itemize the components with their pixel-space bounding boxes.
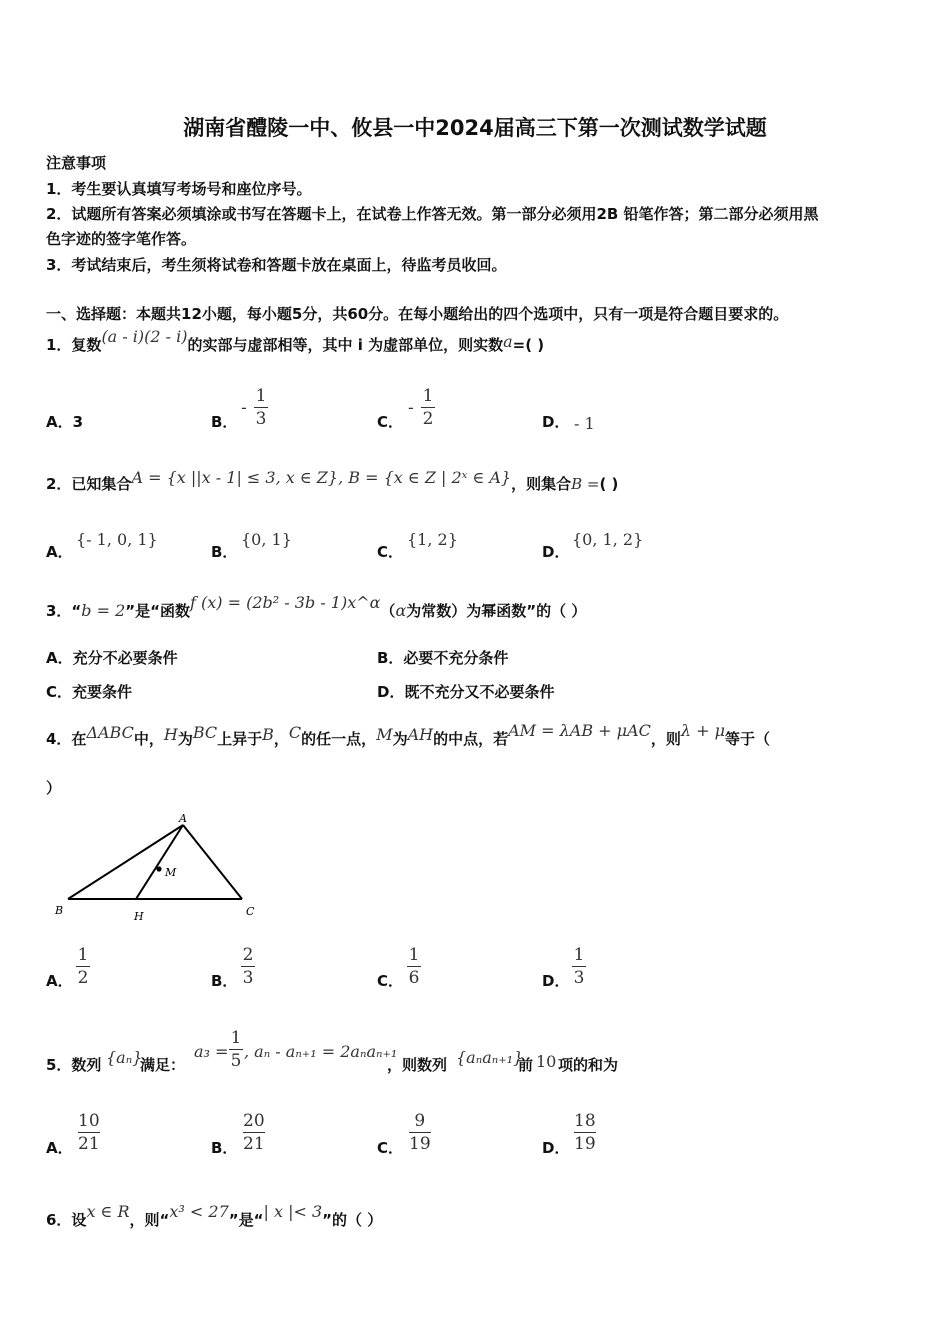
q5-option-b-num: 20 <box>243 1111 265 1131</box>
q1-post: =( ) <box>512 336 545 354</box>
q4-prefix: 4．在 <box>46 730 87 748</box>
q2-post: ，则集合 <box>511 475 572 493</box>
q3-post: 为常数）为幂函数”的（ ） <box>406 602 587 620</box>
q5-option-c-den: 19 <box>409 1134 431 1154</box>
q2-prefix: 2．已知集合 <box>46 475 132 493</box>
q1-mid: 的实部与虚部相等，其中 i 为虚部单位，则实数 <box>187 336 504 354</box>
q5-a3-fraction <box>229 1027 243 1072</box>
q4-text-3: 上异于 <box>217 730 263 748</box>
q4-option-d-num: 1 <box>573 945 585 965</box>
q1-option-a-label: A． <box>46 413 73 431</box>
q4-option-b-den: 3 <box>242 968 254 988</box>
q1-prefix: 1．复数 <box>46 336 102 354</box>
q4-point-b: B <box>262 725 274 744</box>
q2-option-d-label[interactable]: D． <box>542 543 570 561</box>
q3-option-b[interactable]: B．必要不充分条件 <box>377 649 509 667</box>
side-ab <box>68 825 183 899</box>
q1-var: a <box>503 332 513 351</box>
q4-option-a-label[interactable]: A． <box>46 972 73 990</box>
q1-option-a-value: 3 <box>72 413 84 431</box>
q1-option-c-num: 1 <box>422 386 434 406</box>
q3-prefix: 3．“ <box>46 602 82 620</box>
q4-text-1: 中， <box>133 730 164 748</box>
q4-option-d-label[interactable]: D． <box>542 972 570 990</box>
q4-option-c-den: 6 <box>408 968 420 988</box>
q5-recurrence: , aₙ - aₙ₊₁ = 2aₙaₙ₊₁ <box>244 1042 398 1061</box>
q5-sequence: {aₙ} <box>106 1048 143 1067</box>
q5-option-c-num: 9 <box>414 1111 426 1131</box>
q5-option-b-den: 21 <box>243 1134 265 1154</box>
label-c: C <box>246 905 255 918</box>
q5-option-b-label[interactable]: B． <box>211 1139 238 1157</box>
segment-ah <box>136 825 183 899</box>
q4-text-6: 为 <box>392 730 408 748</box>
q1-option-c-sign: - <box>408 398 414 418</box>
q4-text-4: ， <box>273 730 289 748</box>
label-m: M <box>165 866 177 879</box>
q3-option-d[interactable]: D．既不充分又不必要条件 <box>377 683 555 701</box>
q4-option-c-label[interactable]: C． <box>377 972 404 990</box>
q5-option-c-label[interactable]: C． <box>377 1139 404 1157</box>
q5-a3: a₃ = <box>194 1042 229 1061</box>
q5-option-c-fraction <box>409 1110 431 1155</box>
q4-option-d-den: 3 <box>573 968 585 988</box>
q5-option-a-num: 10 <box>78 1111 100 1131</box>
question-6 <box>46 1202 383 1230</box>
q2-option-c-value: {1, 2} <box>407 530 458 549</box>
q5-mid: 满足： <box>140 1056 186 1074</box>
q2-var: B = <box>571 475 600 493</box>
q2-option-a-label[interactable]: A． <box>46 543 73 561</box>
q4-point-h: H <box>163 725 178 744</box>
q4-vector-equation: AM = λAB + μAC <box>508 721 651 740</box>
q5-option-a-label[interactable]: A． <box>46 1139 73 1157</box>
question-2 <box>46 468 619 494</box>
question-1 <box>46 327 545 355</box>
q4-option-b-num: 2 <box>242 945 254 965</box>
q4-option-a-den: 2 <box>77 968 89 988</box>
q5-n10: 10 <box>536 1052 557 1071</box>
q4-segment-bc: BC <box>192 723 218 742</box>
q3-option-c[interactable]: C．充要条件 <box>46 683 133 701</box>
label-h: H <box>134 910 144 923</box>
notice-item-1: 1．考生要认真填写考场号和座位序号。 <box>46 180 312 198</box>
question-3 <box>46 593 587 621</box>
q4-text-9: 等于（ <box>725 730 771 748</box>
q4-option-c-num: 1 <box>408 945 420 965</box>
label-b: B <box>55 904 64 917</box>
q5-option-a-den: 21 <box>78 1134 100 1154</box>
label-a: A <box>179 812 187 825</box>
q4-option-b-fraction <box>241 944 255 989</box>
page-title: 湖南省醴陵一中、攸县一中2024届高三下第一次测试数学试题 <box>183 116 767 140</box>
q1-expression: (a - i)(2 - i) <box>101 327 188 346</box>
q3-mid: ”是“函数 <box>125 602 191 620</box>
q2-option-c-label[interactable]: C． <box>377 543 404 561</box>
q1-option-d-label[interactable]: D． <box>542 413 570 431</box>
q3-condition: b = 2 <box>81 601 126 620</box>
q6-domain: x ∈ R <box>86 1202 130 1221</box>
q6-condition-2: | x |< 3 <box>263 1202 323 1221</box>
q5-option-b-fraction <box>243 1110 265 1155</box>
q5-option-a-fraction <box>78 1110 100 1155</box>
q3-mid2: （ <box>380 602 396 620</box>
q4-text-7: 的中点，若 <box>433 730 509 748</box>
notice-item-2-cont: 色字迹的签字笔作答。 <box>46 230 197 248</box>
q4-text-5: 的任一点， <box>301 730 377 748</box>
notice-item-3: 3．考试结束后，考生须将试卷和答题卡放在桌面上，待监考员收回。 <box>46 256 507 274</box>
q5-a3-num: 1 <box>230 1028 242 1048</box>
q5-option-d-fraction <box>574 1110 596 1155</box>
q5-option-d-num: 18 <box>574 1111 596 1131</box>
q4-triangle-figure <box>46 810 276 930</box>
q1-option-b-fraction <box>254 385 268 430</box>
q4-triangle: ΔABC <box>86 723 134 742</box>
q4-sum: λ + μ <box>680 721 726 740</box>
q1-option-c-label[interactable]: C． <box>377 413 404 431</box>
q6-text-3: ”的（ ） <box>322 1211 383 1229</box>
q3-function: f (x) = (2b² - 3b - 1)x^α <box>190 593 381 612</box>
q5-option-d-den: 19 <box>574 1134 596 1154</box>
q6-condition-1: x³ < 27 <box>169 1202 229 1221</box>
q4-text-2: 为 <box>177 730 193 748</box>
q5-mid3: 前 <box>518 1056 534 1074</box>
q1-option-c-den: 2 <box>422 409 434 429</box>
q2-option-b-value: {0, 1} <box>241 530 292 549</box>
q2-option-b-label[interactable]: B． <box>211 543 238 561</box>
q4-point-c: C <box>288 723 302 742</box>
q5-prefix: 5．数列 <box>46 1056 102 1074</box>
q4-option-c-fraction <box>407 944 421 989</box>
q2-tail: ( ) <box>599 475 619 493</box>
q1-option-b-num: 1 <box>255 386 267 406</box>
q4-option-b-label[interactable]: B． <box>211 972 238 990</box>
q4-segment-ah: AH <box>407 725 434 744</box>
q1-option-b-sign: - <box>241 398 247 418</box>
q2-option-a-value: {- 1, 0, 1} <box>76 530 158 549</box>
q6-prefix: 6．设 <box>46 1211 87 1229</box>
q1-option-a[interactable] <box>46 411 83 432</box>
side-ac <box>183 825 242 899</box>
q4-close-paren: ） <box>46 779 62 797</box>
q6-text-2: ”是“ <box>228 1211 264 1229</box>
q4-text-8: ，则 <box>650 730 681 748</box>
q5-option-d-label[interactable]: D． <box>542 1139 570 1157</box>
q1-option-b-label[interactable]: B． <box>211 413 238 431</box>
q4-option-a-fraction <box>76 944 90 989</box>
q4-point-m: M <box>376 725 393 744</box>
q5-a3-den: 5 <box>230 1051 242 1071</box>
q5-mid2: ，则数列 <box>387 1056 448 1074</box>
q5-post: 项的和为 <box>558 1056 619 1074</box>
q4-option-a-num: 1 <box>77 945 89 965</box>
question-4 <box>46 721 771 749</box>
q3-option-a[interactable]: A．充分不必要条件 <box>46 649 178 667</box>
q4-option-d-fraction <box>572 944 586 989</box>
q1-option-c-fraction <box>421 385 435 430</box>
q3-alpha: α <box>395 601 407 620</box>
section-heading: 一、选择题：本题共12小题，每小题5分，共60分。在每小题给出的四个选项中，只有一项是符合题目要求的。 <box>46 305 789 323</box>
notice-item-2: 2．试题所有答案必须填涂或书写在答题卡上，在试卷上作答无效。第一部分必须用2B 铅笔作答；第二部分必须用黑 <box>46 205 819 223</box>
q2-expression: A = {x ||x - 1| ≤ 3, x ∈ Z}, B = {x ∈ Z | 2ˣ ∈ A} <box>131 468 512 487</box>
q6-text-1: ，则“ <box>129 1211 170 1229</box>
q1-option-d-value: - 1 <box>574 414 595 433</box>
q5-sequence-2: {aₙaₙ₊₁} <box>456 1048 524 1067</box>
q1-option-b-den: 3 <box>255 409 267 429</box>
notice-heading: 注意事项 <box>46 154 107 172</box>
q2-option-d-value: {0, 1, 2} <box>572 530 644 549</box>
point-m <box>156 866 161 871</box>
